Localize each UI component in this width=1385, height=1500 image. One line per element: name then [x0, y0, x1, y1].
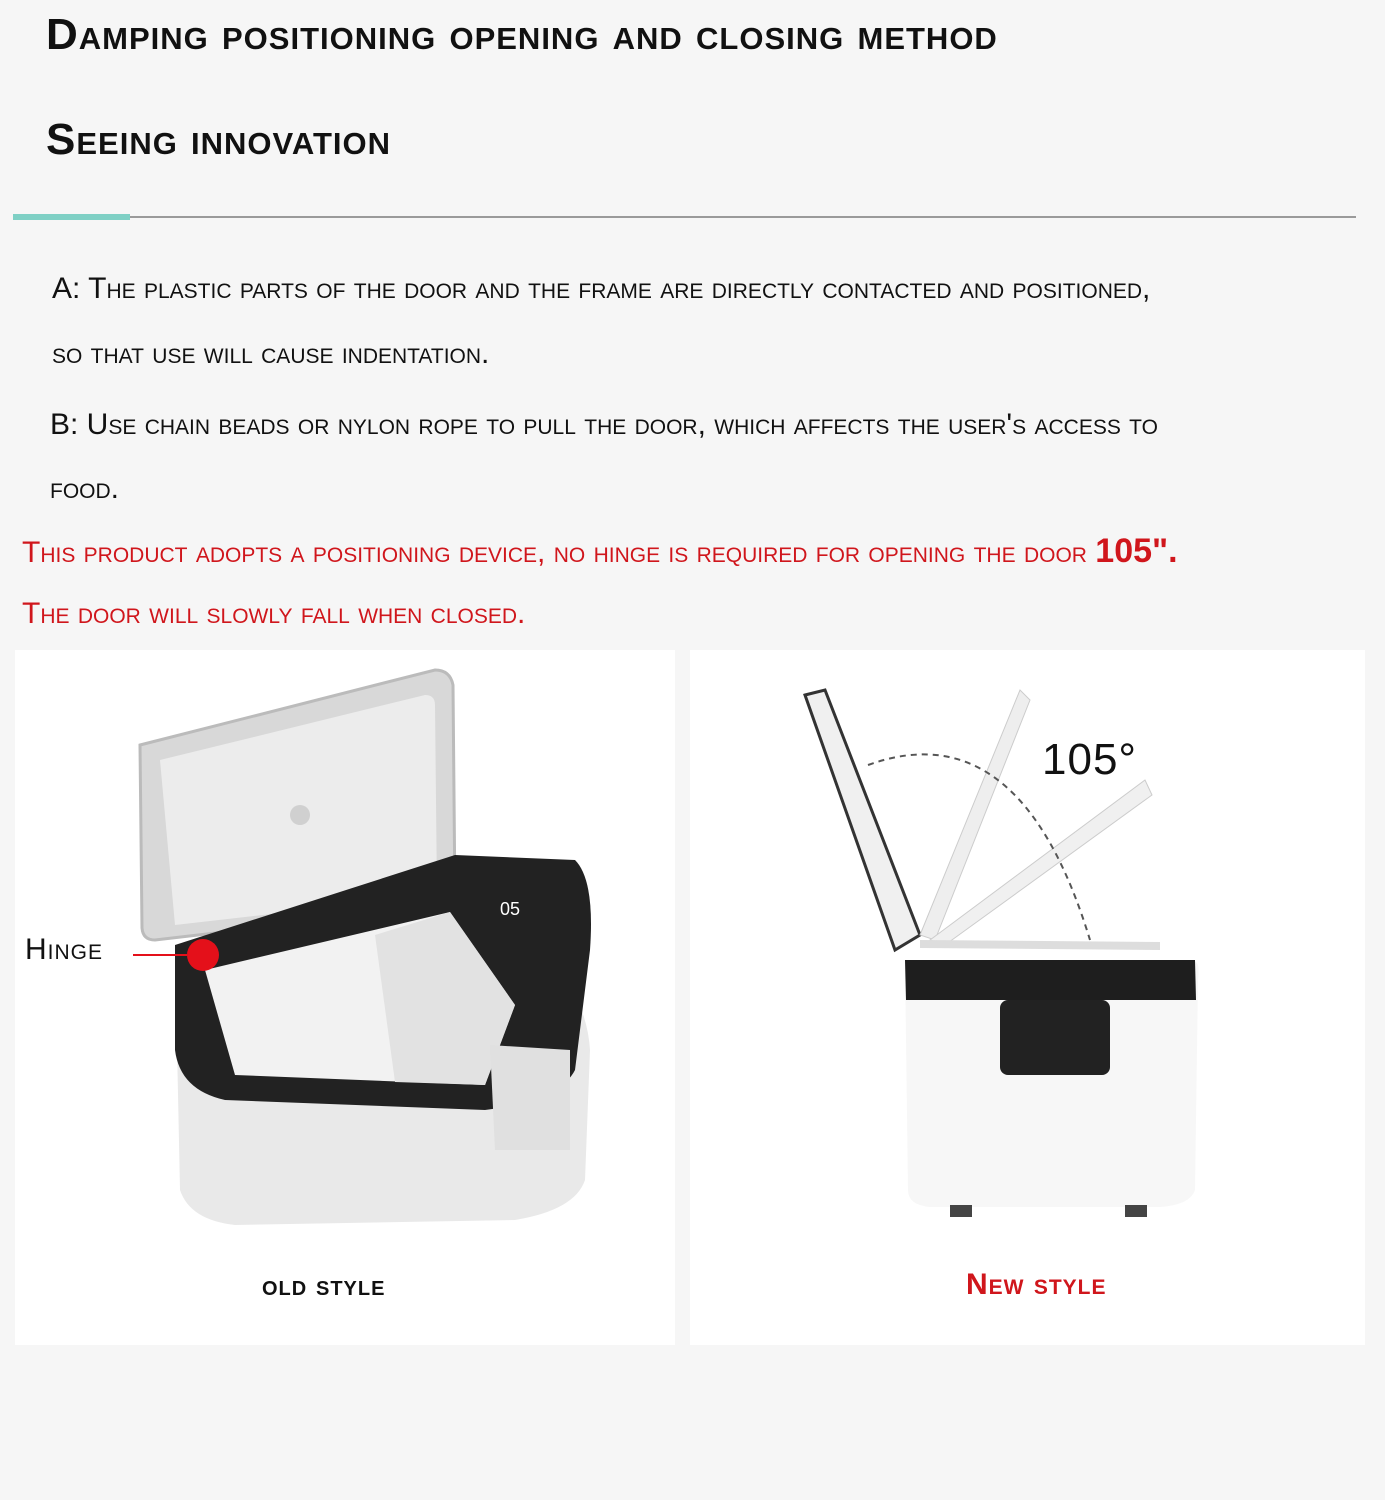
highlight-angle: 105". [1095, 532, 1178, 570]
old-style-panel [15, 650, 675, 1345]
highlight-line1 [22, 532, 1178, 571]
new-style-cooler-image [690, 650, 1365, 1345]
point-b-line1: B: Use chain beads or nylon rope to pull the door, which affects the user's access to [50, 408, 1158, 441]
point-a-line2: so that use will cause indentation. [52, 337, 490, 370]
highlight-text: This product adopts a positioning device, no hinge is required for opening the door [22, 536, 1087, 569]
new-style-caption: New style [966, 1268, 1107, 1301]
display-readout: 05 [500, 899, 521, 919]
point-a-line1: A: The plastic parts of the door and the frame are directly contacted and positioned, [52, 272, 1151, 305]
divider [13, 216, 1356, 218]
point-b-line2: food. [50, 472, 119, 505]
old-style-cooler-image [15, 650, 675, 1345]
page-heading: Damping positioning opening and closing method [46, 10, 998, 59]
new-style-panel [690, 650, 1365, 1345]
divider-accent [13, 214, 130, 220]
angle-label: 105° [1042, 735, 1138, 784]
page-subheading: Seeing innovation [46, 115, 392, 164]
hinge-label: Hinge [25, 933, 104, 966]
highlight-line2: The door will slowly fall when closed. [22, 597, 526, 630]
hinge-marker [187, 939, 219, 971]
old-style-caption: old style [262, 1270, 386, 1301]
